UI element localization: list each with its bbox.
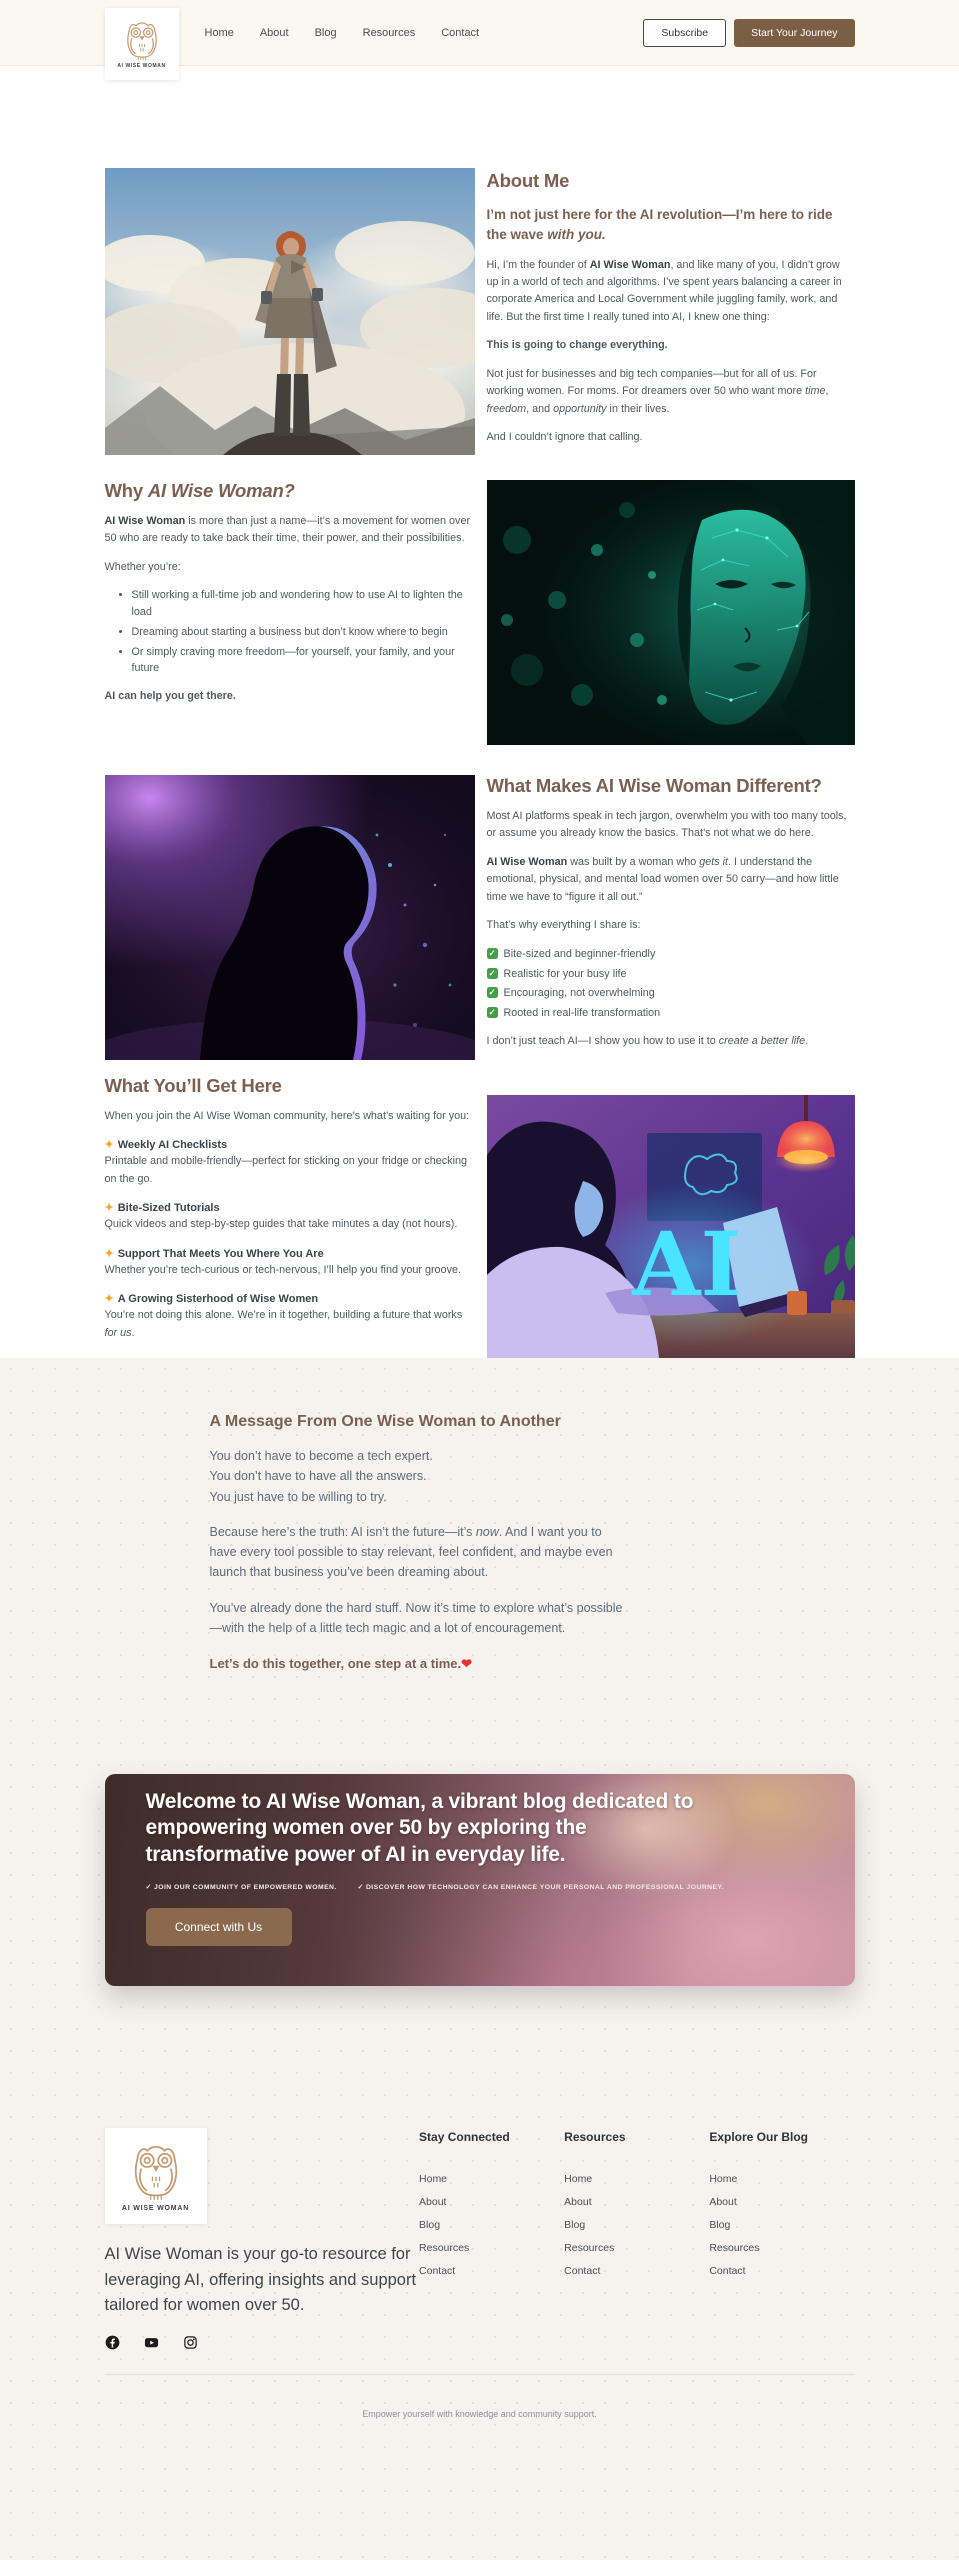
heart-icon: ❤ [461,1656,473,1671]
different-text [487,775,855,1060]
footer-copyright: Empower yourself with knowledge and community support. [362,2408,597,2419]
welcome-check-2: DISCOVER HOW TECHNOLOGY CAN ENHANCE YOUR PERSONAL AND PROFESSIONAL JOURNEY. [365,1883,725,1891]
checkbox-icon: ✓ [488,1007,496,1018]
why-bullet-2: • Dreaming about starting a business but don’t know where to begin [132,624,475,641]
footer-link-home[interactable]: Home [564,2173,593,2186]
message-p2-italic: now [475,1524,499,1539]
why-heading-pre: Why [104,480,148,501]
feature-desc-pre: You’re not doing this alone. We’re in it together, building a future that works [104,1309,463,1322]
different-p2-post: . I understand the emotional, physical, and mental load women over 50 carry—and how little time we have to “figure it all out.” [486,855,839,903]
message-final [210,1653,670,1674]
get-here-text [105,1075,475,1358]
message-section [105,1358,855,1674]
profile-silhouette-illustration [105,775,475,1060]
feature-desc-post: . [131,1326,135,1339]
feature-title [105,1138,475,1151]
footer-column-stay-connected [419,2128,564,2350]
checkbox-icon: ✓ [488,947,496,958]
sparkle-icon: ✦ [104,1139,114,1152]
footer-link-home[interactable]: Home [419,2173,448,2186]
why-heading-italic: AI Wise Woman? [147,480,295,501]
get-here-section [105,1075,855,1358]
checklist-item [487,985,855,1002]
connect-with-us-button[interactable]: Connect with Us [146,1908,292,1946]
about-paragraph-4: And I couldn’t ignore that calling. [486,431,643,444]
feature-desc: Whether you’re tech-curious or tech-nervous, I’ll help you find your groove. [104,1263,461,1276]
different-p4-pre: I don’t just teach AI—I show you how to use it to [486,1034,719,1047]
different-section [105,775,855,1060]
woman-laptop-ai-illustration [487,1095,855,1358]
feature-item [105,1201,475,1233]
subscribe-button[interactable]: Subscribe [643,19,726,47]
why-image [487,480,855,745]
footer-column-explore-our-blog [709,2128,854,2350]
why-paragraph-3: AI can help you get there. [104,690,236,703]
message-p2-pre: Because here’s the truth: AI isn’t the future—it’s [209,1524,476,1539]
why-section [105,480,855,745]
why-paragraph-1 [105,513,475,548]
nav-blog[interactable]: Blog [314,26,337,39]
footer-brand-block [105,2128,420,2350]
feature-title-text: Support That Meets You Where You Are [117,1247,324,1260]
sparkle-icon: ✦ [104,1293,114,1306]
checklist-label: Realistic for your busy life [503,967,627,980]
footer-link-contact[interactable]: Contact [709,2265,746,2278]
message-paragraph-3: You’ve already done the hard stuff. Now it’s time to explore what’s possible—with the help of a little tech magic and a lot of encouragement. [209,1600,623,1635]
footer-link-about[interactable]: About [419,2196,447,2209]
different-p4-post: . [805,1034,809,1047]
different-p2-bold: AI Wise Woman [486,855,568,868]
instagram-icon[interactable] [183,2335,198,2350]
different-checklist [487,946,855,1022]
message-paragraph-2 [210,1522,625,1583]
about-p3-post: in their lives. [606,402,670,415]
feature-title [105,1201,475,1214]
brand-name: AI WISE WOMAN [121,2204,190,2212]
ai-glow-text: AI [631,1212,742,1316]
start-journey-button[interactable]: Start Your Journey [734,19,854,47]
footer-link-home[interactable]: Home [709,2173,738,2186]
why-text [105,480,475,745]
feature-item [105,1292,475,1342]
about-subheading-italic: with you. [547,227,606,243]
about-hero-image [105,168,475,455]
footer-link-resources[interactable]: Resources [419,2242,470,2255]
message-final-text: Let’s do this together, one step at a time. [209,1656,462,1671]
footer-column-title: Explore Our Blog [709,2130,809,2145]
why-bullet-list [105,587,475,677]
about-paragraph-1 [487,257,855,327]
check-icon: ✓ [145,1883,152,1891]
different-paragraph-4 [487,1033,855,1050]
about-p3-italic-3: opportunity [553,402,607,415]
footer-link-contact[interactable]: Contact [419,2265,456,2278]
checkbox-icon: ✓ [488,987,496,998]
footer-column-title: Resources [564,2130,626,2145]
check-icon: ✓ [357,1883,364,1891]
about-section [105,168,855,455]
youtube-icon[interactable] [144,2335,159,2350]
about-p3-italic-2: freedom [486,402,527,415]
about-subheading-main: I’m not just here for the AI revolution—I’m here to ride the wave [486,207,833,243]
teal-ai-face-illustration [487,480,855,745]
why-heading [105,480,475,502]
brand-name: AI WISE WOMAN [117,63,166,69]
footer-description: AI Wise Woman is your go-to resource for leveraging AI, offering insights and support tailored for women over 50. [104,2245,417,2315]
header-actions [643,19,854,47]
feature-desc: Quick videos and step-by-step guides that take minutes a day (not hours). [104,1218,458,1231]
checklist-item [487,1005,855,1022]
facebook-icon[interactable] [105,2335,120,2350]
feature-desc-italic: for us [104,1326,132,1339]
sparkle-icon: ✦ [104,1202,114,1215]
footer-link-blog[interactable]: Blog [564,2219,586,2232]
checklist-label: Encouraging, not overwhelming [503,987,655,1000]
message-heading: A Message From One Wise Woman to Another [209,1413,561,1430]
footer-inner [105,2128,855,2350]
different-image [105,775,475,1060]
checklist-item [487,946,855,963]
nav-contact[interactable]: Contact [441,26,480,39]
welcome-check-1: JOIN OUR COMMUNITY OF EMPOWERED WOMEN. [154,1883,337,1891]
why-p1-post: is more than just a name—it’s a movement for women over 50 who are ready to take back their time, their power, and their possibilities. [104,515,471,545]
different-paragraph-2 [487,854,855,906]
message-line-3: You just have to be willing to try. [209,1489,387,1504]
brand-logo[interactable] [105,8,179,80]
about-p3-pre: Not just for businesses and big tech companies—but for all of us. For working women. For moms. For dreamers over 50 who want more [486,367,817,398]
get-here-heading: What You’ll Get Here [104,1075,282,1096]
footer-logo[interactable] [105,2128,207,2224]
site-footer [0,2128,959,2419]
owl-logo-icon [129,2141,183,2201]
feature-title-text: A Growing Sisterhood of Wise Women [117,1293,319,1306]
warrior-clouds-illustration [105,168,475,455]
get-here-intro: When you join the AI Wise Woman community, here’s what’s waiting for you: [104,1110,470,1122]
main-content [105,66,855,1358]
feature-title [105,1292,475,1305]
why-bullet-3: • Or simply craving more freedom—for yourself, your family, and your future [132,644,475,677]
feature-item [105,1247,475,1279]
about-paragraph-3 [487,366,855,418]
feature-item [105,1138,475,1188]
about-paragraph-2: This is going to change everything. [486,339,668,352]
footer-column-resources [564,2128,709,2350]
checklist-label: Bite-sized and beginner-friendly [503,947,656,960]
nav-home[interactable]: Home [204,26,234,39]
different-p4-italic: create a better life [718,1034,806,1047]
feature-title-text: Weekly AI Checklists [117,1139,228,1152]
get-here-image [487,1095,855,1358]
why-p1-bold: AI Wise Woman [104,515,186,527]
checklist-item [487,966,855,983]
main-nav [205,27,480,39]
sparkle-icon: ✦ [104,1247,114,1260]
about-p1-post: , and like many of you, I didn’t grow up in a world of tech and algorithms. I’ve spent years balancing a career in corporate America and Local Government while juggling family, work, and life. But the first time I really tuned into AI, I knew one thing: [486,258,842,323]
welcome-checks [146,1883,855,1891]
footer-link-resources[interactable]: Resources [564,2242,615,2255]
site-header [0,0,959,69]
why-bullet-1: • Still working a full-time job and wondering how to use AI to lighten the load [132,587,475,620]
nav-resources[interactable]: Resources [362,26,416,39]
different-p2-mid: was built by a woman who [567,855,700,868]
footer-link-contact[interactable]: Contact [564,2265,601,2278]
feature-title [105,1247,475,1260]
about-p3-mid-2: , and [526,402,554,415]
welcome-title: Welcome to AI Wise Woman, a vibrant blog dedicated to empowering women over 50 by exploring the transformative power of AI in everyday life. [145,1790,694,1866]
about-p1-pre: Hi, I’m the founder of [486,258,590,271]
different-paragraph-3: That’s why everything I share is: [486,919,641,932]
about-p3-italic-1: time [805,385,826,398]
about-p3-mid-1: , [825,385,829,398]
checklist-label: Rooted in real-life transformation [503,1007,661,1020]
checkbox-icon: ✓ [488,967,496,978]
feature-desc: Printable and mobile-friendly—perfect for sticking on your fridge or checking on the go. [104,1155,467,1185]
about-text [487,168,855,455]
footer-column-title: Stay Connected [419,2130,510,2145]
message-line-2: You don’t have to have all the answers. [209,1469,427,1484]
beige-band [0,1358,959,2560]
footer-link-blog[interactable]: Blog [709,2219,731,2232]
footer-link-about[interactable]: About [709,2196,737,2209]
feature-desc [105,1307,475,1342]
header-inner [105,0,855,69]
different-paragraph-1: Most AI platforms speak in tech jargon, overwhelm you with too many tools, or assume you already know the basics. That’s not what we do here. [486,810,847,840]
different-heading: What Makes AI Wise Woman Different? [486,775,822,796]
different-p2-italic: gets it [699,855,729,868]
feature-title-text: Bite-Sized Tutorials [117,1202,220,1215]
owl-logo-icon [123,19,161,61]
welcome-banner [105,1774,855,1986]
about-heading: About Me [486,170,570,191]
why-paragraph-2: Whether you’re: [104,560,181,573]
footer-link-blog[interactable]: Blog [419,2219,441,2232]
message-line-1: You don’t have to become a tech expert. [209,1449,433,1463]
nav-about[interactable]: About [259,26,289,39]
footer-link-resources[interactable]: Resources [709,2242,760,2255]
about-subheading [487,205,855,246]
footer-social [105,2335,420,2350]
about-p1-bold: AI Wise Woman [589,258,671,271]
message-p2-post: . And I want you to have every tool possible to stay relevant, feel confident, and maybe even launch that business you’ve been dreaming about. [209,1524,613,1580]
footer-link-about[interactable]: About [564,2196,592,2209]
